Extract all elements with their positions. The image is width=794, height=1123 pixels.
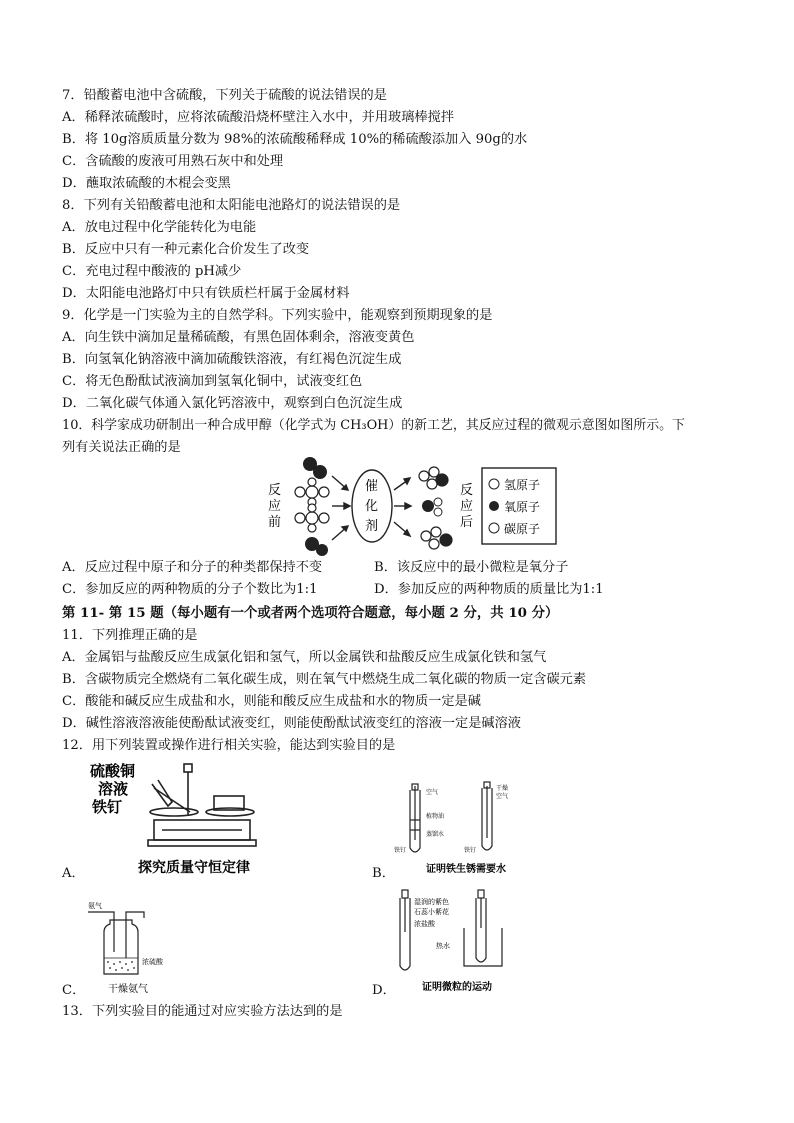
svg-text:前: 前 — [268, 515, 282, 530]
q7-option-a: A．稀释浓硫酸时，应将浓硫酸沿烧杯壁注入水中，并用玻璃棒搅拌 — [62, 110, 454, 125]
q11-option-a: A．金属铝与盐酸反应生成氯化铝和氢气，所以金属铁和盐酸反应生成氯化铁和氢气 — [62, 650, 547, 665]
svg-text:热水: 热水 — [436, 942, 450, 950]
svg-text:催: 催 — [365, 479, 379, 494]
svg-text:反: 反 — [460, 483, 474, 498]
svg-text:铁钉: 铁钉 — [92, 798, 123, 816]
q12-b-caption: 证明铁生锈需要水 — [426, 864, 506, 875]
svg-text:应: 应 — [268, 499, 282, 514]
svg-text:硫酸铜: 硫酸铜 — [90, 762, 136, 780]
legend-oxygen: 氧原子 — [504, 500, 541, 514]
q10-stem-line1: 10．科学家成功研制出一种合成甲醇（化学式为 CH₃OH）的新工艺，其反应过程的微观示意图如图所示。下 — [62, 418, 685, 433]
q11-option-d: D．碱性溶液溶液能使酚酞试液变红，则能使酚酞试液变红的溶液一定是碱溶液 — [62, 716, 521, 731]
q7-stem: 7．铅酸蓄电池中含硫酸，下列关于硫酸的说法错误的是 — [62, 88, 387, 103]
oxygen-molecule-2-icon — [305, 537, 328, 556]
svg-text:化: 化 — [365, 499, 379, 514]
q9-option-b: B．向氢氧化钠溶液中滴加硫酸铁溶液，有红褐色沉淀生成 — [62, 352, 402, 367]
hydrogen-atom-icon — [489, 479, 499, 489]
reactant-cluster-1-icon — [295, 478, 329, 506]
q9-option-a: A．向生铁中滴加足量稀硫酸，有黑色固体剩余，溶液变黄色 — [62, 330, 415, 345]
carbon-atom-icon — [489, 523, 499, 533]
q12-b-letter: B． — [372, 866, 395, 881]
q10-option-a: A．反应过程中原子和分子的种类都保持不变 — [62, 560, 323, 575]
q9-stem: 9．化学是一门实验为主的自然学科。下列实验中，能观察到预期现象的是 — [62, 308, 493, 323]
svg-text:干燥: 干燥 — [496, 785, 509, 792]
reaction-arrows-out — [394, 478, 411, 536]
svg-text:铁钉: 铁钉 — [394, 847, 407, 854]
reaction-before-char1: 反 — [268, 483, 282, 498]
svg-text:空气: 空气 — [496, 793, 509, 800]
water-molecule-icon — [422, 498, 442, 516]
q7-option-c: C．含硫酸的废液可用熟石灰中和处理 — [62, 154, 284, 169]
svg-text:应: 应 — [460, 499, 474, 514]
q12-a-letter: A． — [62, 866, 85, 881]
svg-text:蒸馏水: 蒸馏水 — [426, 831, 445, 838]
q8-stem: 8．下列有关铅酸蓄电池和太阳能电池路灯的说法错误的是 — [62, 198, 401, 213]
test-tube-2-icon — [482, 782, 492, 850]
q11-option-c: C．酸能和碱反应生成盐和水，则能和酸反应生成盐和水的物质一定是碱 — [62, 694, 481, 709]
svg-text:植物油: 植物油 — [426, 813, 445, 820]
q12-d-particle-figure — [392, 888, 532, 994]
q8-option-a: A．放电过程中化学能转化为电能 — [62, 220, 257, 235]
svg-text:浓盐酸: 浓盐酸 — [414, 920, 435, 928]
q9-option-c: C．将无色酚酞试液滴加到氢氧化铜中，试液变红色 — [62, 374, 363, 389]
q7-option-d: D．蘸取浓硫酸的木棍会变黑 — [62, 176, 231, 191]
balance-icon — [148, 764, 256, 846]
acid-liquid — [107, 961, 135, 971]
q13-stem: 13．下列实验目的能通过对应实验方法达到的是 — [62, 1004, 343, 1019]
q8-option-d: D．太阳能电池路灯中只有铁质栏杆属于金属材料 — [62, 286, 350, 301]
svg-text:剂: 剂 — [365, 519, 379, 534]
q12-c-letter: C． — [62, 983, 86, 998]
svg-text:湿润的紫色: 湿润的紫色 — [414, 898, 449, 906]
section-header: 第 11- 第 15 题（每小题有一个或者两个选项符合题意，每小题 2 分，共 10 分） — [62, 605, 559, 621]
svg-text:浓硫酸: 浓硫酸 — [142, 958, 163, 966]
reaction-arrows-in — [332, 476, 350, 540]
svg-text:空气: 空气 — [426, 789, 439, 796]
q12-d-caption: 证明微粒的运动 — [422, 982, 492, 993]
methanol-molecule-2-icon — [421, 527, 452, 549]
q12-a-caption: 探究质量守恒定律 — [138, 860, 250, 876]
q10-option-c: C．参加反应的两种物质的分子个数比为1:1 — [62, 582, 318, 597]
test-tube-icon — [410, 784, 420, 852]
q11-option-b: B．含碳物质完全燃烧有二氧化碳生成，则在氧气中燃烧生成二氧化碳的物质一定含碳元素 — [62, 672, 586, 687]
q12-c-caption: 干燥氨气 — [108, 984, 148, 994]
q9-option-d: D．二氧化碳气体通入氯化钙溶液中，观察到白色沉淀生成 — [62, 396, 403, 411]
q8-option-c: C．充电过程中酸液的 pH减少 — [62, 264, 242, 279]
q12-stem: 12．用下列装置或操作进行相关实验，能达到实验目的是 — [62, 738, 396, 753]
svg-text:溶液: 溶液 — [98, 780, 129, 798]
q12-c-drying-figure — [86, 898, 206, 994]
q10-reaction-diagram — [260, 456, 560, 556]
q12-a-balance-figure — [88, 758, 268, 878]
q8-option-b: B．反应中只有一种元素化合价发生了改变 — [62, 242, 310, 257]
methanol-molecule-icon — [419, 467, 448, 489]
gas-bottle-icon — [88, 912, 144, 974]
oxygen-molecule-icon — [303, 457, 327, 479]
oxygen-atom-icon — [489, 501, 499, 511]
reactant-cluster-2-icon — [295, 504, 329, 532]
svg-text:后: 后 — [460, 515, 474, 530]
q12-d-letter: D． — [372, 983, 396, 998]
q10-option-d: D．参加反应的两种物质的质量比为1:1 — [374, 582, 604, 597]
legend-hydrogen: 氢原子 — [504, 478, 541, 492]
q11-stem: 11．下列推理正确的是 — [62, 628, 198, 643]
legend-carbon: 碳原子 — [504, 522, 541, 536]
q10-option-b: B．该反应中的最小微粒是氧分子 — [374, 560, 569, 575]
svg-text:铁钉: 铁钉 — [464, 847, 477, 854]
svg-text:石蕊小紫花: 石蕊小紫花 — [414, 908, 449, 916]
q12-b-rust-figure — [392, 780, 532, 880]
q10-stem-line2: 列有关说法正确的是 — [62, 440, 181, 455]
svg-text:氨气: 氨气 — [88, 902, 102, 910]
q7-option-b: B．将 10g溶质质量分数为 98%的浓硫酸稀释成 10%的稀硫酸添加入 90g的水 — [62, 132, 528, 147]
